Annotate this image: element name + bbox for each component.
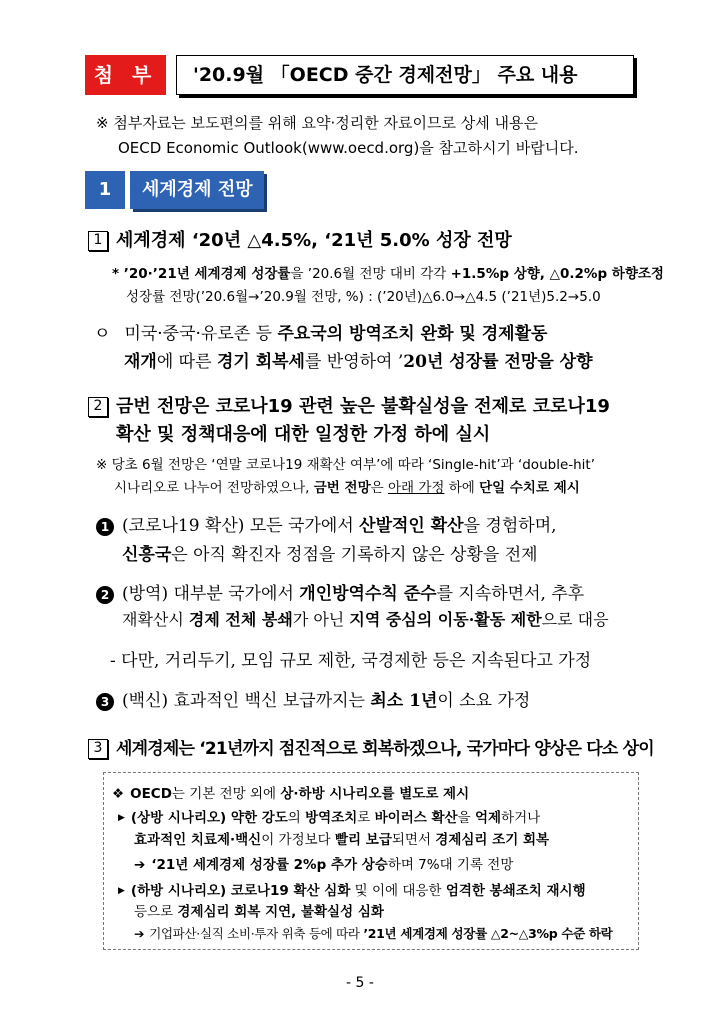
box-up-l2-b: 이 가정보다 xyxy=(261,832,335,848)
item2-heading-line2: 확산 및 정책대응에 대한 일정한 가정 하에 실시 xyxy=(116,424,491,445)
a2-l1-a: (방역) 대부분 국가에서 xyxy=(122,584,300,604)
assumption2-sub: - 다만, 거리두기, 모임 규모 제한, 국경제한 등은 지속된다고 가정 xyxy=(110,651,592,671)
item3-heading xyxy=(88,734,654,759)
a3-c: 이 소요 가정 xyxy=(437,691,531,711)
triangle-bullet-icon: ▶ xyxy=(118,886,125,896)
assumption1-line1 xyxy=(96,511,557,536)
item1-number: 1 xyxy=(88,231,108,251)
a1-l2-a: 신흥국 xyxy=(122,545,172,565)
item1-heading xyxy=(88,226,512,252)
item3-heading-text: 세계경제는 ‘21년까지 점진적으로 회복하겠으나, 국가마다 양상은 다소 상이 xyxy=(116,739,654,759)
a1-l1-a: (코로나19 확산) 모든 국가에서 xyxy=(122,516,360,536)
a2-l2-c: 가 아닌 xyxy=(292,610,350,629)
diamond-bullet-icon: ❖ xyxy=(112,786,125,802)
page-number: - 5 - xyxy=(346,975,374,991)
item1-bullet-line2 xyxy=(124,347,593,372)
box-up-l2-e: 경제심리 조기 회복 xyxy=(435,832,550,848)
a3-b: 최소 1년 xyxy=(370,691,438,711)
box-up-l1-h: 하거나 xyxy=(501,810,541,826)
item1-bullet-l1-a: 미국·중국·유로존 등 xyxy=(124,324,278,344)
box-dn-l2-a: 등으로 xyxy=(134,904,178,920)
a2-l1-c: 를 지속하면서, 추후 xyxy=(436,584,585,604)
assumption1-line2 xyxy=(122,540,538,565)
box-up-l1-d: 로 xyxy=(357,810,375,826)
item1-bullet-l2-e: 20년 성장률 전망을 상향 xyxy=(403,352,593,372)
item2-note-l2-f: 단일 수치로 제시 xyxy=(479,480,580,496)
item2-note-l2-c: 은 xyxy=(370,480,388,496)
item2-note-line1: ※ 당초 6월 전망은 ‘연말 코로나19 재확산 여부’에 따라 ‘Single-hit’과 ‘double-hit’ xyxy=(96,457,596,473)
arrow-right-icon: ➔ xyxy=(134,926,145,941)
item2-note-l2-e: 하에 xyxy=(444,480,480,496)
number-circle-3-icon: 3 xyxy=(96,693,114,711)
item1-bullet-l2-a: 재개 xyxy=(124,352,157,372)
item1-note1-c: +1.5%p 상향, △0.2%p 하향조정 xyxy=(450,266,664,282)
a1-l2-b: 은 아직 확진자 정점을 기록하지 않은 상황을 전제 xyxy=(171,545,538,565)
item2-number: 2 xyxy=(88,397,108,417)
section-number: 1 xyxy=(85,171,125,209)
a1-l1-b: 산발적인 확산 xyxy=(359,516,464,536)
box-l1-b: 는 기본 전망 외에 xyxy=(171,786,281,802)
box-up-line1 xyxy=(118,806,540,826)
item1-note1-b: 을 ’20.6월 전망 대비 각각 xyxy=(290,266,451,282)
number-circle-1-icon: 1 xyxy=(96,518,114,536)
assumption2-line1 xyxy=(96,579,584,604)
item1-bullet-l1-b: 주요국의 방역조치 완화 및 경제활동 xyxy=(277,324,548,344)
a2-l1-b: 개인방역수칙 준수 xyxy=(299,584,437,604)
a2-l2-b: 경제 전체 봉쇄 xyxy=(188,610,293,629)
intro-note-line1: ※ 첨부자료는 보도편의를 위해 요약·정리한 자료이므로 상세 내용은 xyxy=(96,114,538,132)
box-up-line2 xyxy=(134,828,549,848)
box-up-l2-a: 효과적인 치료제·백신 xyxy=(134,832,262,848)
item2-note-line2 xyxy=(114,476,580,496)
box-dn-l2-b: 경제심리 회복 지연, 불확실성 심화 xyxy=(177,904,384,920)
a1-l1-c: 을 경험하며, xyxy=(463,516,557,536)
item2-note-l2-b: 금번 전망 xyxy=(313,480,371,496)
box-dn-l3-a: 기업파산·실직 소비·투자 위축 등에 따라 xyxy=(149,926,364,941)
document-title: '20.9월 「OECD 중간 경제전망」 주요 내용 xyxy=(176,55,634,95)
box-dn-l1-a: (하방 시나리오) 코로나19 확산 심화 xyxy=(130,883,351,899)
box-l1-c: 상·하방 시나리오를 별도로 제시 xyxy=(280,786,470,802)
item1-bullet-l2-d: 를 반영하여 ’ xyxy=(304,352,404,372)
box-down-line3 xyxy=(134,924,613,942)
box-up-line3 xyxy=(134,853,513,873)
item1-heading-text: 세계경제 ‘20년 △4.5%, ‘21년 5.0% 성장 전망 xyxy=(116,230,512,251)
box-line1 xyxy=(112,782,469,802)
section-title: 세계경제 전망 xyxy=(130,171,264,209)
item1-note2: 성장률 전망(’20.6월→’20.9월 전망, %) : (’20년)△6.0→△4.5 (’21년)5.2→5.0 xyxy=(126,289,601,305)
box-up-l1-c: 방역조치 xyxy=(305,810,358,826)
a2-l2-e: 으로 대응 xyxy=(541,610,609,629)
bullet-mark: ㅇ xyxy=(94,324,111,344)
assumption2-line2 xyxy=(122,607,609,630)
a3-a: (백신) 효과적인 백신 보급까지는 xyxy=(122,691,371,711)
triangle-bullet-icon: ▶ xyxy=(118,813,125,823)
box-up-l3-b: 하며 7%대 기록 전망 xyxy=(387,857,514,873)
arrow-right-icon: ➔ xyxy=(134,857,146,873)
item1-bullet-l2-b: 에 따른 xyxy=(156,352,217,372)
item1-bullet-line1 xyxy=(94,319,547,344)
item2-note-l2-d: 아래 가정 xyxy=(387,480,445,496)
a2-l2-d: 지역 중심의 이동·활동 제한 xyxy=(349,610,542,629)
box-up-l1-a: (상방 시나리오) 약한 강도 xyxy=(130,810,288,826)
number-circle-2-icon: 2 xyxy=(96,586,114,604)
box-up-l1-b: 의 xyxy=(287,810,306,826)
item2-heading-line1 xyxy=(88,392,610,418)
box-up-l1-e: 바이러스 확산 xyxy=(374,810,458,826)
attachment-badge: 첨 부 xyxy=(85,55,166,95)
box-up-l1-g: 억제 xyxy=(474,810,502,826)
box-down-line1 xyxy=(118,879,586,899)
item2-note-l2-a: 시나리오로 나누어 전망하였으나, xyxy=(114,480,314,496)
item1-bullet-l2-c: 경기 회복세 xyxy=(216,352,305,372)
box-dn-l3-b: ’21년 세계경제 성장률 △2~△3%p 수준 하락 xyxy=(363,926,613,941)
item1-note1-a: * ’20·’21년 세계경제 성장률 xyxy=(112,266,291,282)
box-up-l2-c: 빨리 보급 xyxy=(335,832,392,848)
box-dn-l1-b: 및 이에 대응한 xyxy=(350,883,446,899)
box-l1-a: OECD xyxy=(130,786,172,802)
box-dn-l1-c: 엄격한 봉쇄조치 재시행 xyxy=(445,883,586,899)
a2-l2-a: 재확산시 xyxy=(122,610,189,629)
assumption3 xyxy=(96,686,530,711)
box-up-l3-a: ‘21년 세계경제 성장률 2%p 추가 상승 xyxy=(151,857,388,873)
item2-heading-l1-text: 금번 전망은 코로나19 관련 높은 불확실성을 전제로 코로나19 xyxy=(116,396,610,417)
box-up-l2-d: 되면서 xyxy=(391,832,436,848)
box-down-line2 xyxy=(134,900,384,920)
item3-number: 3 xyxy=(88,739,108,759)
intro-note-line2: OECD Economic Outlook(www.oecd.org)을 참고하시기 바랍니다. xyxy=(118,139,579,157)
box-up-l1-f: 을 xyxy=(457,810,475,826)
item1-note1 xyxy=(112,262,664,282)
